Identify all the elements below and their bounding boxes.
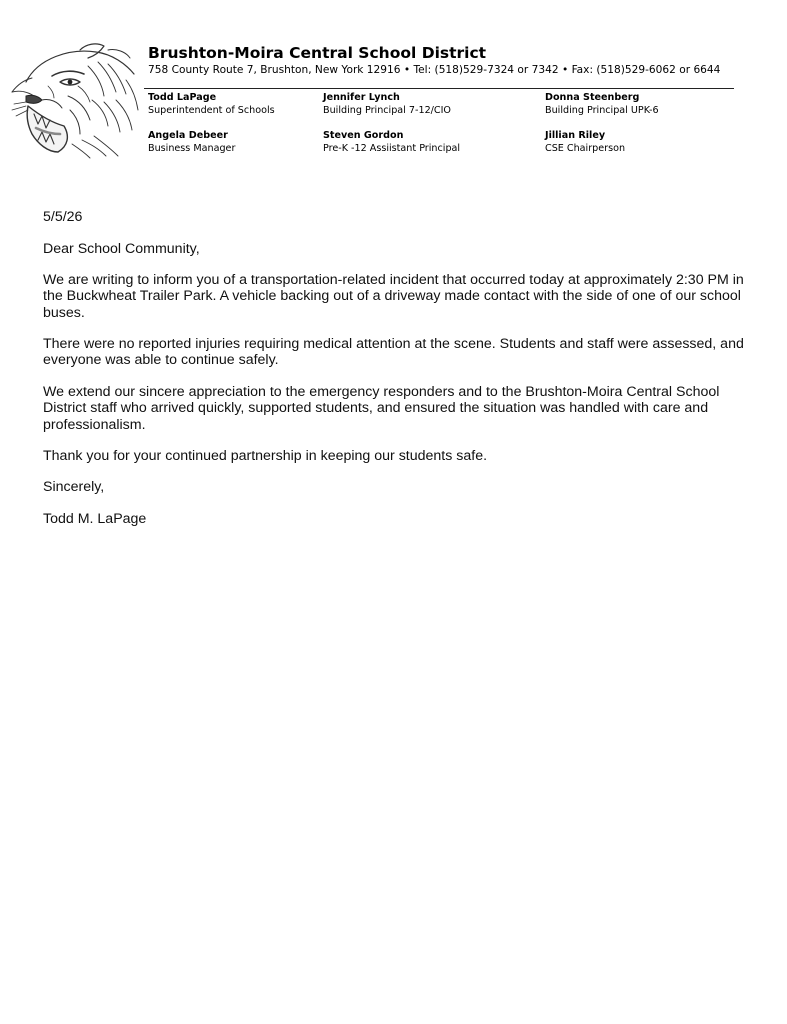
staff-entry-principal-7-12	[323, 91, 451, 117]
header-divider	[144, 88, 734, 89]
staff-name: Todd LaPage	[148, 92, 217, 103]
staff-name: Steven Gordon	[323, 130, 404, 141]
panther-mascot-icon	[8, 40, 142, 160]
letter-paragraph: We are writing to inform you of a transportation-related incident that occurred today at approximately 2:30 PM in the Buckwheat Trailer Park. A vehicle backing out of a driveway made contact with the side of one of our school buses.	[43, 271, 744, 321]
staff-name: Jillian Riley	[545, 130, 606, 141]
staff-entry-business-manager	[148, 129, 235, 155]
staff-name: Donna Steenberg	[545, 92, 640, 103]
staff-title: Superintendent of Schools	[148, 105, 275, 116]
staff-title: CSE Chairperson	[545, 143, 626, 154]
letter-salutation: Dear School Community,	[43, 241, 200, 258]
letter-signature: Todd M. LaPage	[43, 510, 147, 527]
staff-name: Jennifer Lynch	[323, 92, 400, 103]
staff-entry-superintendent	[148, 91, 275, 117]
staff-name: Angela Debeer	[148, 130, 228, 141]
staff-title: Pre-K -12 Assiistant Principal	[323, 143, 461, 154]
staff-title: Building Principal UPK-6	[545, 105, 659, 116]
letter-paragraph: There were no reported injuries requiring medical attention at the scene. Students and staff were assessed, and everyone was able to continue safely.	[43, 336, 744, 369]
letter-paragraph: Thank you for your continued partnership in keeping our students safe.	[43, 448, 488, 465]
letter-paragraph: We extend our sincere appreciation to the emergency responders and to the Brushton-Moira Central School District staff who arrived quickly, supported students, and ensured the situation was handled with care and professionalism.	[43, 383, 720, 433]
staff-entry-assistant-principal	[323, 129, 460, 155]
staff-entry-cse-chairperson	[545, 129, 625, 155]
letter-closing: Sincerely,	[43, 479, 105, 496]
staff-title: Business Manager	[148, 143, 236, 154]
district-name: Brushton-Moira Central School District	[148, 44, 487, 62]
letter-body	[43, 209, 755, 542]
district-address: 758 County Route 7, Brushton, New York 12916 • Tel: (518)529-7324 or 7342 • Fax: (518)529-6062 or 6644	[148, 64, 721, 76]
letter-date: 5/5/26	[43, 209, 83, 225]
staff-entry-principal-upk-6	[545, 91, 659, 117]
staff-title: Building Principal 7-12/CIO	[323, 105, 451, 116]
